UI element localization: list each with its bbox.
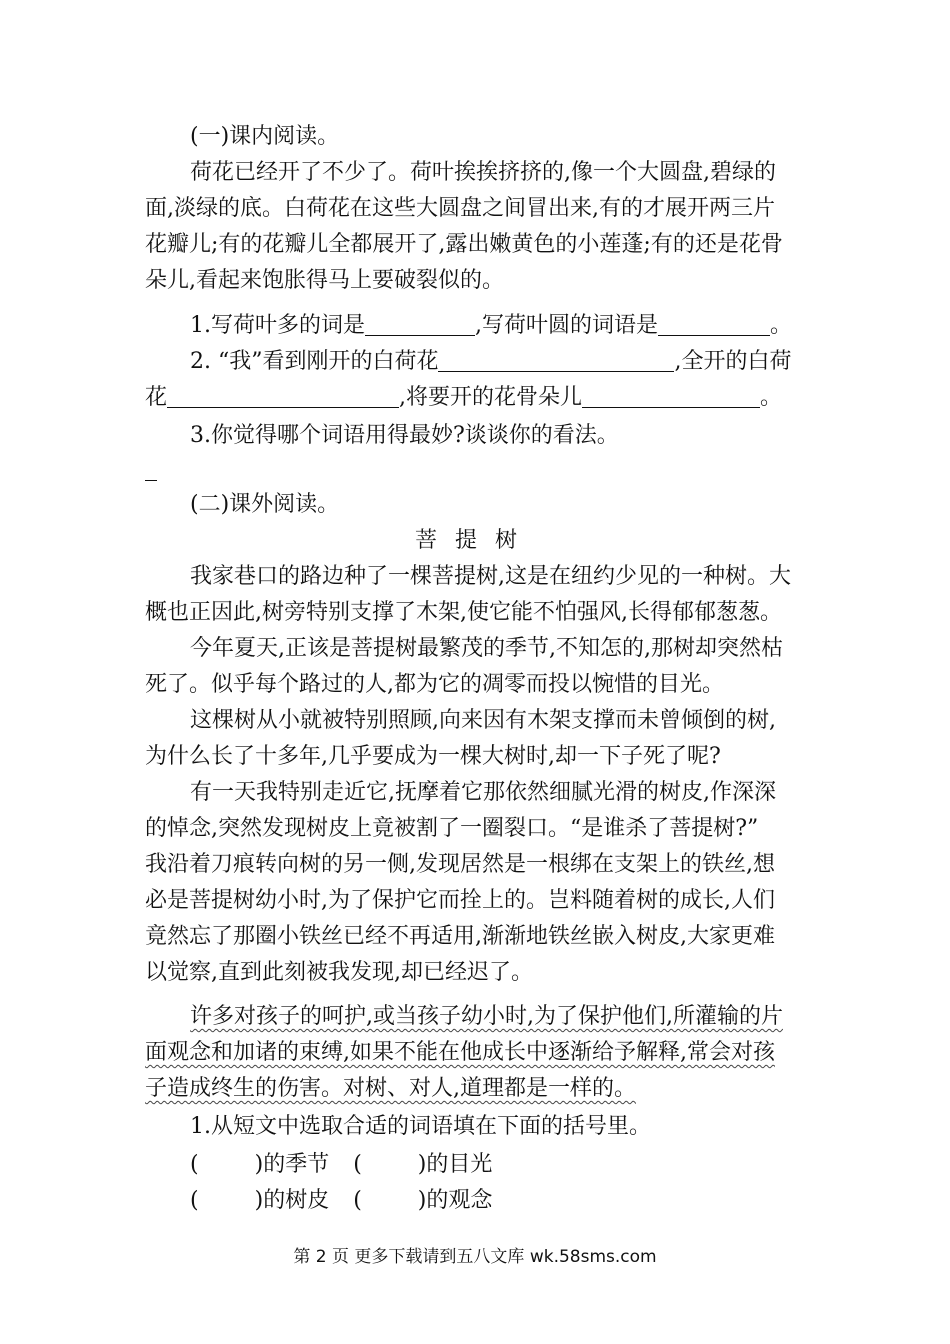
article-line: 我家巷口的路边种了一棵菩提树,这是在纽约少见的一种树。大	[190, 564, 791, 589]
answer-bracket[interactable]: ( )	[353, 1152, 427, 1177]
article-line: 以觉察,直到此刻被我发现,却已经迟了。	[145, 960, 533, 985]
answer-blank[interactable]	[438, 349, 674, 372]
article-title: 菩提树	[414, 528, 535, 553]
answer-blank[interactable]	[582, 385, 760, 408]
fill-row: ( )的季节 ( )的目光	[190, 1150, 492, 1180]
question-1: 1.写荷叶多的词是 ,写荷叶圆的词语是 。	[190, 313, 793, 338]
passage-line: 荷花已经开了不少了。荷叶挨挨挤挤的,像一个大圆盘,碧绿的	[190, 160, 776, 185]
article-line: 为什么长了十多年,几乎要成为一棵大树时,却一下子死了呢?	[145, 744, 721, 769]
article-line-underlined: 面观念和加诸的束缚,如果不能在他成长中逐渐给予解释,常会对孩	[145, 1040, 775, 1065]
article-line-underlined: 子造成终生的伤害。对树、对人,道理都是一样的。	[145, 1076, 636, 1101]
question-3: 3.你觉得哪个词语用得最妙?谈谈你的看法。	[190, 423, 619, 448]
answer-line-stub[interactable]	[145, 480, 157, 481]
article-line: 概也正因此,树旁特别支撑了木架,使它能不怕强风,长得郁郁葱葱。	[145, 600, 782, 625]
fill-row: ( )的树皮 ( )的观念	[190, 1186, 492, 1216]
answer-blank[interactable]	[365, 313, 475, 336]
article-line: 我沿着刀痕转向树的另一侧,发现居然是一根绑在支架上的铁丝,想	[145, 852, 775, 877]
answer-bracket[interactable]: ( )	[190, 1188, 264, 1213]
page-footer: 第 2 页 更多下载请到五八文库 wk.58sms.com	[293, 1247, 657, 1267]
answer-blank[interactable]	[167, 385, 399, 408]
section1-heading: (一)课内阅读。	[190, 124, 340, 149]
section2-heading: (二)课外阅读。	[190, 492, 340, 517]
answer-blank[interactable]	[658, 313, 770, 336]
article-line: 竟然忘了那圈小铁丝已经不再适用,渐渐地铁丝嵌入树皮,大家更难	[145, 924, 775, 949]
passage-line: 面,淡绿的底。白荷花在这些大圆盘之间冒出来,有的才展开两三片	[145, 196, 775, 221]
article-line: 有一天我特别走近它,抚摩着它那依然细腻光滑的树皮,作深深	[190, 780, 776, 805]
article-line-underlined: 许多对孩子的呵护,或当孩子幼小时,为了保护他们,所灌输的片	[190, 1004, 783, 1029]
article-line: 这棵树从小就被特别照顾,向来因有木架支撑而未曾倾倒的树,	[190, 708, 776, 733]
article-line: 的悼念,突然发现树皮上竟被割了一圈裂口。“是谁杀了菩提树?”	[145, 816, 759, 841]
section2-question-1: 1.从短文中选取合适的词语填在下面的括号里。	[190, 1114, 651, 1139]
article-line: 死了。似乎每个路过的人,都为它的凋零而投以惋惜的目光。	[145, 672, 724, 697]
article-line: 必是菩提树幼小时,为了保护它而拴上的。岂料随着树的成长,人们	[145, 888, 775, 913]
answer-bracket[interactable]: ( )	[190, 1152, 264, 1177]
passage-line: 朵儿,看起来饱胀得马上要破裂似的。	[145, 268, 504, 293]
passage-line: 花瓣儿;有的花瓣儿全都展开了,露出嫩黄色的小莲蓬;有的还是花骨	[145, 232, 783, 257]
article-line: 今年夏天,正该是菩提树最繁茂的季节,不知怎的,那树却突然枯	[190, 636, 783, 661]
question-2-line1: 2. “我”看到刚开的白荷花 ,全开的白荷	[190, 349, 792, 374]
answer-bracket[interactable]: ( )	[353, 1188, 427, 1213]
question-2-line2: 花 ,将要开的花骨朵儿 。	[145, 385, 783, 410]
